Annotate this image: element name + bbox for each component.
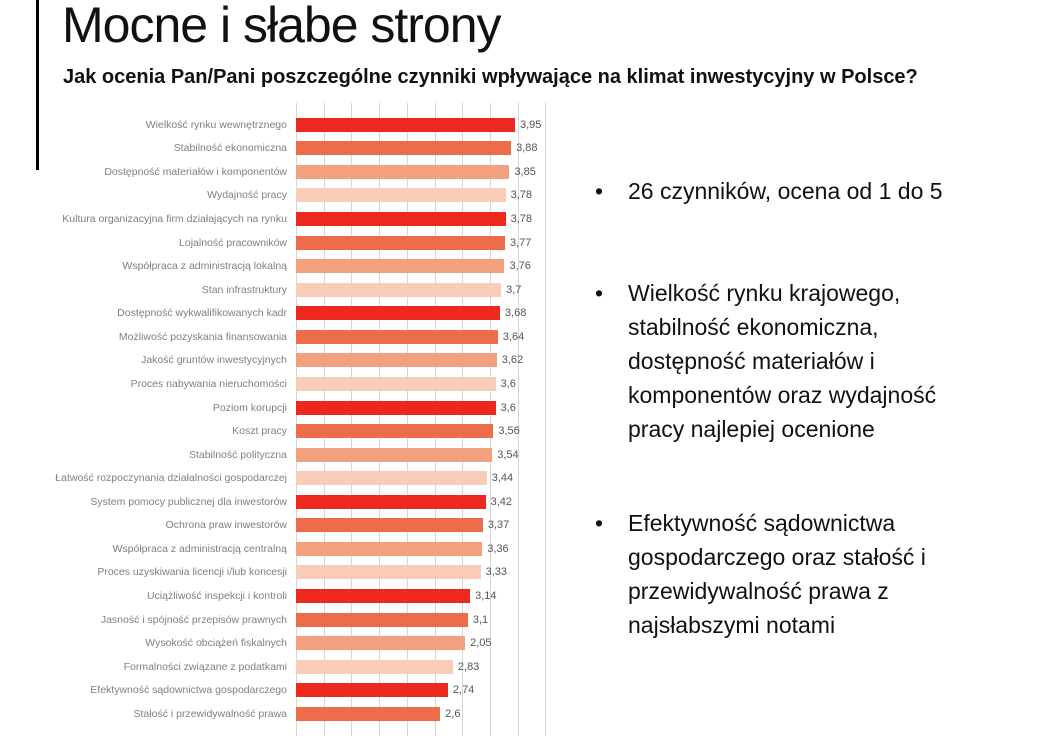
- category-label: Proces uzyskiwania licencji i/lub koncesji: [97, 566, 287, 579]
- bar: [296, 306, 500, 320]
- category-label: Dostępność materiałów i komponentów: [104, 165, 287, 178]
- bar: [296, 448, 492, 462]
- bar: [296, 613, 468, 627]
- chart-row: [0, 349, 600, 373]
- bullet-dot: •: [595, 510, 604, 536]
- chart-row: [0, 207, 600, 231]
- category-label: Efektywność sądownictwa gospodarczego: [90, 684, 287, 697]
- chart-row: [0, 466, 600, 490]
- chart-row: [0, 325, 600, 349]
- category-label: Jakość gruntów inwestycyjnych: [141, 354, 287, 367]
- value-label: 3,6: [500, 401, 516, 414]
- value-label: 3,14: [475, 590, 497, 603]
- chart-rows: [0, 113, 600, 726]
- category-label: Formalności związane z podatkami: [123, 660, 287, 673]
- category-label: Proces nabywania nieruchomości: [130, 377, 287, 390]
- bar: [296, 471, 487, 485]
- value-label: 3,78: [510, 213, 532, 226]
- value-label: 3,44: [491, 472, 514, 485]
- bar: [296, 401, 496, 415]
- category-label: Ochrona praw inwestorów: [165, 519, 287, 532]
- bullet-text: Wielkość rynku krajowego, stabilność ekonomiczna, dostępność materiałów i komponentów oraz wydajność pracy najlepiej ocenione: [628, 280, 937, 442]
- chart-row: [0, 702, 600, 726]
- bullet-text: Efektywność sądownictwa gospodarczego oraz stałość i przewidywalność prawa z najsłabszymi notami: [628, 510, 926, 638]
- value-label: 3,7: [506, 283, 522, 296]
- bar: [296, 660, 453, 674]
- chart-row: [0, 113, 600, 137]
- bar: [296, 259, 504, 273]
- slide-subtitle: Jak ocenia Pan/Pani poszczególne czynniki wpływające na klimat inwestycyjny w Polsce?: [63, 66, 918, 88]
- chart-row: [0, 679, 600, 703]
- chart-row: [0, 537, 600, 561]
- category-label: Poziom korupcji: [212, 401, 287, 414]
- category-label: Łatwość rozpoczynania działalności gospodarczej: [55, 472, 287, 485]
- value-label: 3,78: [510, 189, 532, 202]
- bar: [296, 636, 465, 650]
- bar: [296, 542, 482, 556]
- value-label: 3,85: [514, 165, 536, 178]
- bar: [296, 141, 511, 155]
- bar: [296, 236, 505, 250]
- category-label: Kultura organizacyjna firm działających na rynku: [62, 213, 287, 226]
- bullet-item: [595, 276, 975, 446]
- chart-row: [0, 443, 600, 467]
- value-label: 3,62: [501, 354, 524, 367]
- value-label: 3,37: [487, 519, 510, 532]
- category-label: Współpraca z administracją lokalną: [122, 260, 287, 273]
- value-label: 3,76: [509, 260, 531, 273]
- bar: [296, 589, 470, 603]
- value-label: 3,42: [490, 495, 513, 508]
- chart-row: [0, 631, 600, 655]
- category-label: Możliwość pozyskania finansowania: [118, 330, 287, 343]
- category-label: Wysokość obciążeń fiskalnych: [145, 637, 287, 650]
- category-label: Współpraca z administracją centralną: [112, 542, 287, 555]
- category-label: Stałość i przewidywalność prawa: [133, 707, 287, 720]
- chart-row: [0, 514, 600, 538]
- chart-row: [0, 137, 600, 161]
- chart-row: [0, 254, 600, 278]
- bar: [296, 424, 493, 438]
- category-label: Wydajność pracy: [207, 189, 287, 202]
- value-label: 3,77: [510, 236, 532, 249]
- value-label: 2,6: [445, 707, 461, 720]
- bar: [296, 377, 496, 391]
- chart-row: [0, 184, 600, 208]
- bullet-text: 26 czynników, ocena od 1 do 5: [628, 178, 943, 204]
- chart-row: [0, 396, 600, 420]
- value-label: 3,64: [502, 330, 525, 343]
- chart-row: [0, 372, 600, 396]
- bar: [296, 518, 483, 532]
- value-label: 3,88: [516, 142, 538, 155]
- value-label: 3,33: [485, 566, 508, 579]
- bullet-dot: •: [595, 280, 604, 306]
- chart-row: [0, 584, 600, 608]
- value-label: 2,74: [452, 684, 475, 697]
- bar: [296, 683, 448, 697]
- bar: [296, 212, 506, 226]
- bar: [296, 353, 497, 367]
- category-label: Wielkość rynku wewnętrznego: [145, 118, 287, 131]
- value-label: 3,56: [498, 425, 520, 438]
- value-label: 3,95: [519, 118, 542, 131]
- chart-row: [0, 419, 600, 443]
- category-label: Uciążliwość inspekcji i kontroli: [146, 590, 287, 603]
- category-label: System pomocy publicznej dla inwestorów: [90, 495, 287, 508]
- value-label: 3,54: [497, 448, 519, 461]
- bar: [296, 118, 515, 132]
- chart-row: [0, 302, 600, 326]
- chart-row: [0, 608, 600, 632]
- bar: [296, 283, 501, 297]
- value-label: 2,83: [457, 660, 480, 673]
- bar: [296, 330, 498, 344]
- category-label: Dostępność wykwalifikowanych kadr: [117, 307, 287, 320]
- bullet-dot: •: [595, 178, 604, 204]
- value-label: 3,36: [487, 542, 509, 555]
- chart-row: [0, 160, 600, 184]
- category-label: Stan infrastruktury: [201, 283, 287, 296]
- category-label: Stabilność polityczna: [188, 448, 287, 461]
- category-label: Jasność i spójność przepisów prawnych: [100, 613, 287, 626]
- value-label: 2,05: [470, 637, 492, 650]
- chart-row: [0, 231, 600, 255]
- category-label: Lojalność pracowników: [179, 236, 287, 249]
- bar: [296, 188, 506, 202]
- bar: [296, 495, 486, 509]
- value-label: 3,1: [472, 613, 489, 626]
- bar: [296, 707, 440, 721]
- bullet-item: [595, 506, 975, 642]
- chart-row: [0, 655, 600, 679]
- value-label: 3,68: [505, 307, 527, 320]
- category-label: Stabilność ekonomiczna: [173, 142, 287, 155]
- page-title: Mocne i słabe strony: [62, 0, 501, 53]
- chart-row: [0, 490, 600, 514]
- chart-row: [0, 278, 600, 302]
- bar: [296, 165, 509, 179]
- bullet-item: [595, 174, 990, 208]
- bar: [296, 565, 481, 579]
- category-label: Koszt pracy: [232, 425, 287, 438]
- chart-row: [0, 561, 600, 585]
- value-label: 3,6: [500, 377, 516, 390]
